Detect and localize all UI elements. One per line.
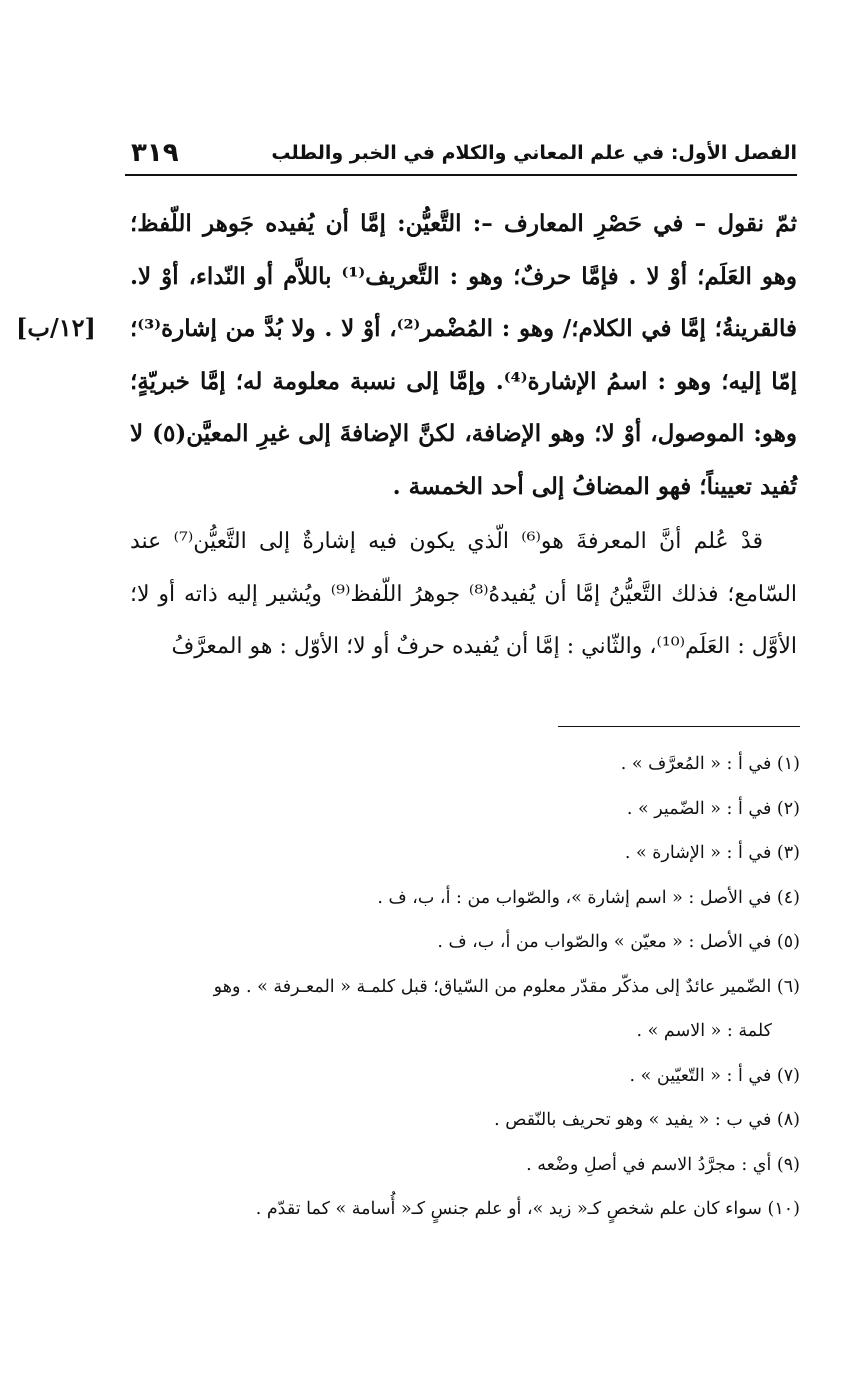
footnotes bbox=[130, 742, 800, 1232]
footnote-8: (٨) في ب : « يفيد » وهو تحريف بالنّقص . bbox=[494, 1110, 800, 1130]
footnote-7: (٧) في أ : « التّعيّين » . bbox=[629, 1065, 800, 1086]
footnote-6: (٦) الضّمير عائدٌ إلى مذكّر مقدّر معلوم من السّياق؛ قبل كلمـة « المعـرفة » . وهو bbox=[213, 976, 800, 997]
footnote-3: (٣) في أ : « الإشارة » . bbox=[624, 843, 800, 863]
body-paragraph-1: ثمّ نقول – في حَصْرِ المعارف –: التَّعيُّن: إمَّا أن يُفيده جَوهر اللّفظ؛ وهو العَلَم؛ أوْ لا . فإمَّا حرفٌ؛ وهو : التَّعريف⁽¹⁾ باللاَّم أو النّداء، أوْ لا. فالقرينةُ؛ إمَّا في الكلام؛/ وهو : المُضْمر⁽²⁾، أوْ لا . ولا بُدَّ من إشارة⁽³⁾؛ إمّا إليه؛ وهو : اسمُ الإشارة⁽⁴⁾. وإمَّا إلى نسبة معلومة له؛ إمَّا خبريّةٍ؛ وهو: الموصول، أوْ لا؛ وهو الإضافة، لكنَّ الإضافةَ إلى غيرِ المعيَّن(٥) لا تُفيد تعييناً؛ فهو المضافُ إلى أحد الخمسة . bbox=[130, 210, 797, 500]
page-number: ٣١٩ bbox=[131, 138, 179, 168]
footnote-4: (٤) في الأصل : « اسم إشارة »، والصّواب من : أ، ب، ف . bbox=[377, 887, 800, 908]
footnote-10: (١٠) سواء كان علم شخصٍ كـ« زيد »، أو علم جنسٍ كـ« أُسامة » كما تقدّم . bbox=[255, 1199, 800, 1219]
footnote-2: (٢) في أ : « الضّمير » . bbox=[626, 798, 800, 819]
footnote-1: (١) في أ : « المُعرَّف » . bbox=[620, 754, 800, 774]
manuscript-folio-marker: [١٢/ب] bbox=[16, 313, 96, 342]
footnote-separator bbox=[558, 726, 800, 727]
footnote-5: (٥) في الأصل : « معيّن » والصّواب من أ، ب، ف . bbox=[437, 932, 800, 952]
main-text bbox=[130, 198, 797, 674]
footnote-6-continuation: كلمة : « الاسم » . bbox=[636, 1021, 772, 1041]
footnote-9: (٩) أي : مجرَّدُ الاسم في أصلِ وضْعه . bbox=[526, 1154, 800, 1175]
running-header bbox=[125, 140, 797, 176]
running-title: الفصل الأول: في علم المعاني والكلام في الخبر والطلب bbox=[271, 142, 797, 164]
body-paragraph-2: قدْ عُلم أنَّ المعرفةَ هو⁽⁶⁾ الّذي يكون فيه إشارةٌ إلى التَّعيُّن⁽⁷⁾ عند السّامع؛ فذلك التَّعيُّنُ إمَّا أن يُفيدهُ⁽⁸⁾ جوهرُ اللّفظ⁽⁹⁾ ويُشير إليه ذاته أو لا؛ الأوَّل : العَلَم⁽¹⁰⁾، والثّاني : إمَّا أن يُفيده حرفٌ أو لا؛ الأوّل : هو المعرَّفُ bbox=[130, 529, 798, 659]
